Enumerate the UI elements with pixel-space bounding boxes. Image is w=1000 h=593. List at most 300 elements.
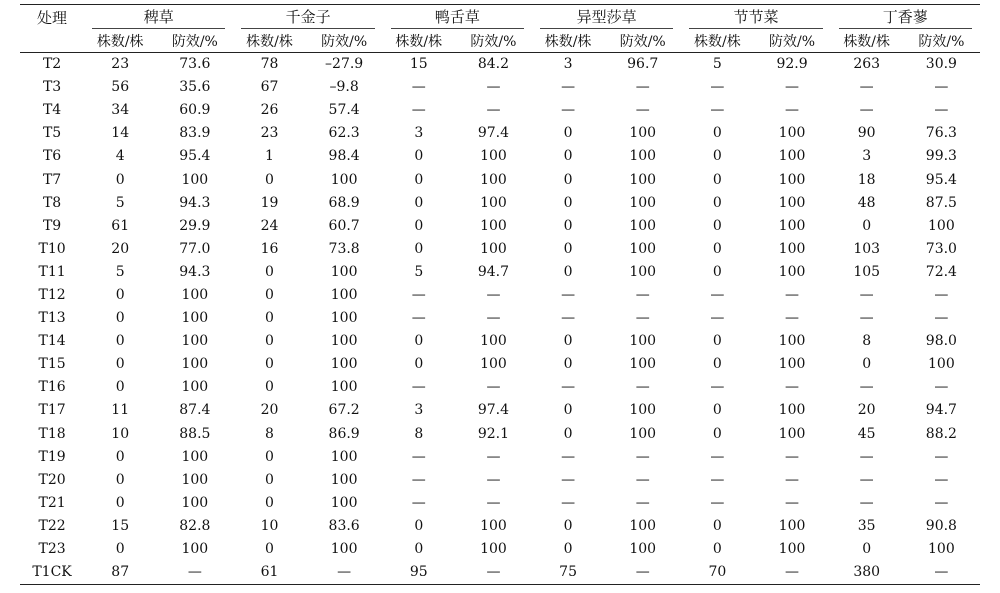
cell-count: 0 — [563, 425, 573, 442]
row-label: T23 — [38, 541, 66, 558]
cell-efficacy: 30.9 — [925, 56, 957, 73]
cell-efficacy: 95.4 — [925, 171, 957, 188]
cell-count: 0 — [115, 379, 125, 396]
cell-efficacy: 100 — [480, 333, 507, 350]
cell-count: 0 — [563, 125, 573, 142]
cell-efficacy: 84.2 — [477, 56, 510, 73]
group-label: 异型莎草 — [540, 6, 673, 29]
cell-efficacy: 100 — [181, 333, 209, 350]
cell-count: 0 — [712, 194, 722, 211]
cell-efficacy: 100 — [629, 356, 657, 373]
cell-count: 0 — [712, 263, 722, 280]
cell-count: 0 — [712, 541, 722, 558]
cell-efficacy: 100 — [330, 263, 358, 280]
cell-count: 5 — [115, 194, 125, 211]
sub-header-efficacy: 防效/% — [604, 30, 681, 53]
cell-count: 0 — [563, 148, 573, 165]
table-row — [20, 215, 980, 238]
cell-count: 0 — [712, 333, 722, 350]
cell-efficacy: 100 — [629, 194, 657, 211]
cell-count: 3 — [414, 402, 424, 419]
cell-efficacy: 100 — [778, 194, 806, 211]
cell-efficacy: — — [785, 102, 800, 119]
cell-count: 0 — [265, 333, 274, 350]
cell-count: 3 — [414, 125, 424, 142]
sub-header-efficacy: 防效/% — [455, 30, 532, 53]
cell-efficacy: 100 — [330, 541, 358, 558]
cell-efficacy: 100 — [330, 379, 358, 396]
cell-efficacy: 87.4 — [179, 402, 211, 419]
corner-blank — [20, 30, 84, 53]
cell-efficacy: — — [934, 102, 949, 119]
cell-count: 78 — [260, 56, 279, 73]
cell-efficacy: 35.6 — [179, 79, 211, 96]
cell-count: 61 — [233, 561, 305, 585]
row-label: T12 — [38, 286, 66, 303]
cell-efficacy: 100 — [928, 541, 955, 558]
cell-count: 105 — [853, 263, 881, 280]
cell-count: — — [561, 102, 576, 119]
cell-efficacy: 100 — [778, 402, 806, 419]
cell-efficacy: 94.7 — [925, 402, 957, 419]
group-header — [84, 5, 233, 31]
cell-count: 5 — [115, 263, 125, 280]
cell-efficacy: — — [934, 310, 949, 327]
cell-efficacy: — — [635, 79, 650, 96]
table-row — [20, 423, 980, 446]
cell-efficacy: 100 — [330, 310, 358, 327]
cell-efficacy: — — [785, 286, 800, 303]
row-label: T5 — [42, 125, 62, 142]
cell-efficacy: 95.4 — [179, 148, 211, 165]
cell-efficacy: 86.9 — [328, 425, 360, 442]
cell-efficacy: 100 — [778, 240, 806, 257]
cell-efficacy: — — [635, 379, 650, 396]
cell-count: 5 — [712, 56, 722, 73]
cell-efficacy: — — [486, 102, 501, 119]
cell-efficacy: 100 — [330, 286, 358, 303]
cell-count: 0 — [265, 286, 274, 303]
row-label: T20 — [38, 471, 66, 488]
cell-count: 15 — [409, 56, 428, 73]
cell-count: 0 — [563, 333, 573, 350]
cell-efficacy: 100 — [480, 217, 507, 234]
cell-count: — — [859, 79, 874, 96]
cell-count: 67 — [260, 79, 279, 96]
cell-efficacy: — — [306, 561, 383, 585]
cell-efficacy: — — [486, 448, 501, 465]
cell-efficacy: 60.9 — [179, 102, 211, 119]
cell-count: 45 — [857, 425, 876, 442]
row-label: T15 — [38, 356, 66, 373]
cell-count: — — [411, 79, 426, 96]
header-row-groups — [20, 5, 980, 31]
cell-efficacy: 100 — [629, 333, 657, 350]
cell-count: — — [411, 310, 426, 327]
cell-count: 14 — [111, 125, 130, 142]
cell-efficacy: 88.5 — [179, 425, 211, 442]
sub-header-efficacy: 防效/% — [903, 30, 980, 53]
group-label: 节节菜 — [689, 6, 822, 29]
cell-efficacy: — — [486, 79, 501, 96]
cell-efficacy: 77.0 — [179, 240, 211, 257]
row-label: T17 — [38, 402, 66, 419]
cell-count: — — [710, 471, 725, 488]
cell-count: 0 — [414, 194, 424, 211]
cell-efficacy: 100 — [778, 125, 806, 142]
cell-efficacy: 100 — [778, 517, 806, 534]
cell-efficacy: 100 — [778, 541, 806, 558]
cell-count: 0 — [115, 471, 125, 488]
cell-count: — — [561, 379, 576, 396]
cell-count: 87 — [84, 561, 156, 585]
cell-efficacy: 100 — [778, 333, 806, 350]
cell-efficacy: 82.8 — [179, 517, 211, 534]
cell-count: — — [710, 310, 725, 327]
cell-efficacy: 100 — [181, 379, 209, 396]
cell-count: 103 — [853, 240, 881, 257]
cell-efficacy: 62.3 — [328, 125, 360, 142]
table-row — [20, 284, 980, 307]
table-row — [20, 122, 980, 145]
cell-count: 4 — [115, 148, 125, 165]
cell-count: 0 — [563, 356, 573, 373]
cell-count: — — [859, 286, 874, 303]
cell-count: 0 — [712, 356, 722, 373]
cell-efficacy: 100 — [181, 356, 209, 373]
cell-efficacy: — — [156, 561, 233, 585]
cell-efficacy: 76.3 — [925, 125, 957, 142]
cell-efficacy: — — [455, 561, 532, 585]
cell-efficacy: 88.2 — [925, 425, 957, 442]
cell-count: 75 — [532, 561, 604, 585]
sub-header-efficacy: 防效/% — [156, 30, 233, 53]
cell-efficacy: 73.8 — [328, 240, 360, 257]
cell-efficacy: 100 — [181, 286, 209, 303]
table-row — [20, 145, 980, 168]
table-header — [20, 5, 980, 53]
cell-efficacy: 57.4 — [328, 102, 360, 119]
cell-count: — — [710, 379, 725, 396]
cell-efficacy: 98.0 — [925, 333, 957, 350]
row-label: T3 — [42, 79, 62, 96]
cell-count: 15 — [111, 517, 130, 534]
cell-count: 8 — [265, 425, 274, 442]
cell-count: 18 — [857, 171, 876, 188]
table-body — [20, 53, 980, 585]
cell-efficacy: — — [486, 494, 501, 511]
cell-count: 0 — [115, 171, 125, 188]
row-label: T1CK — [20, 561, 84, 585]
cell-count: 20 — [857, 402, 876, 419]
cell-efficacy: 100 — [480, 171, 507, 188]
cell-efficacy: — — [934, 494, 949, 511]
cell-efficacy: — — [486, 471, 501, 488]
group-label: 丁香蓼 — [839, 6, 972, 29]
cell-count: 0 — [265, 471, 274, 488]
cell-efficacy: 96.7 — [627, 56, 659, 73]
cell-efficacy: 100 — [778, 148, 806, 165]
table-row — [20, 376, 980, 399]
cell-efficacy: 100 — [778, 263, 806, 280]
cell-efficacy: 100 — [928, 217, 955, 234]
cell-count: 0 — [414, 541, 424, 558]
cell-count: — — [561, 79, 576, 96]
cell-efficacy: 100 — [778, 171, 806, 188]
cell-efficacy: 100 — [480, 240, 507, 257]
cell-count: 0 — [115, 448, 125, 465]
cell-count: 56 — [111, 79, 130, 96]
row-label: T2 — [42, 56, 62, 73]
cell-count: 0 — [115, 356, 125, 373]
group-label: 稗草 — [92, 6, 225, 29]
cell-count: 8 — [862, 333, 872, 350]
cell-efficacy: 100 — [629, 171, 657, 188]
cell-efficacy: 100 — [181, 171, 209, 188]
cell-efficacy: — — [785, 379, 800, 396]
cell-efficacy: 100 — [330, 333, 358, 350]
cell-efficacy: 94.7 — [477, 263, 510, 280]
cell-count: 70 — [681, 561, 753, 585]
cell-efficacy: –9.8 — [329, 79, 359, 96]
cell-count: 23 — [111, 56, 130, 73]
cell-efficacy: — — [934, 286, 949, 303]
cell-count: 1 — [265, 148, 274, 165]
cell-count: 34 — [111, 102, 130, 119]
cell-count: 0 — [712, 148, 722, 165]
sub-header-count: 株数/株 — [84, 30, 156, 53]
cell-efficacy: — — [785, 79, 800, 96]
cell-count: 0 — [414, 333, 424, 350]
group-header — [383, 5, 532, 31]
cell-count: — — [561, 471, 576, 488]
cell-efficacy: 100 — [629, 517, 657, 534]
cell-efficacy: 92.1 — [477, 425, 510, 442]
cell-efficacy: 72.4 — [925, 263, 957, 280]
cell-efficacy: — — [635, 494, 650, 511]
cell-efficacy: 83.6 — [328, 517, 360, 534]
cell-efficacy: 100 — [330, 471, 358, 488]
cell-count: 24 — [260, 217, 279, 234]
table-row — [20, 238, 980, 261]
cell-efficacy: 100 — [480, 356, 507, 373]
cell-count: 263 — [853, 56, 881, 73]
cell-efficacy: –27.9 — [325, 56, 364, 73]
cell-count: — — [411, 448, 426, 465]
cell-efficacy: — — [934, 448, 949, 465]
group-header — [532, 5, 681, 31]
cell-count: 0 — [712, 517, 722, 534]
cell-efficacy: — — [635, 448, 650, 465]
cell-count: 0 — [414, 217, 424, 234]
sub-header-count: 株数/株 — [831, 30, 903, 53]
table-row — [20, 492, 980, 515]
cell-count: 5 — [414, 263, 424, 280]
cell-efficacy: 68.9 — [328, 194, 360, 211]
cell-count: 35 — [857, 517, 876, 534]
cell-efficacy: 94.3 — [179, 263, 211, 280]
cell-count: 95 — [383, 561, 455, 585]
cell-efficacy: 97.4 — [477, 125, 510, 142]
cell-efficacy: 100 — [330, 171, 358, 188]
table-row — [20, 538, 980, 561]
cell-count: 0 — [265, 448, 274, 465]
cell-efficacy: 73.0 — [925, 240, 957, 257]
table-row — [20, 399, 980, 422]
cell-count: 0 — [712, 425, 722, 442]
cell-count: 19 — [260, 194, 279, 211]
cell-count: 20 — [260, 402, 279, 419]
cell-count: 10 — [260, 517, 279, 534]
group-label: 千金子 — [241, 6, 374, 29]
cell-efficacy: 87.5 — [925, 194, 957, 211]
cell-efficacy: 100 — [629, 541, 657, 558]
cell-efficacy: 83.9 — [179, 125, 211, 142]
table-row — [20, 561, 980, 585]
sub-header-count: 株数/株 — [681, 30, 753, 53]
cell-count: 0 — [712, 217, 722, 234]
table-row — [20, 76, 980, 99]
cell-count: 26 — [260, 102, 279, 119]
cell-count: 0 — [414, 148, 424, 165]
cell-efficacy: 100 — [181, 471, 209, 488]
cell-efficacy: — — [785, 471, 800, 488]
cell-count: 0 — [862, 356, 872, 373]
cell-count: 0 — [265, 356, 274, 373]
cell-efficacy: 100 — [181, 448, 209, 465]
row-label: T14 — [38, 333, 66, 350]
cell-efficacy: 100 — [629, 125, 657, 142]
cell-efficacy: — — [753, 561, 830, 585]
cell-count: — — [859, 102, 874, 119]
cell-count: 0 — [265, 263, 274, 280]
cell-efficacy: 67.2 — [328, 402, 360, 419]
cell-efficacy: 98.4 — [328, 148, 360, 165]
cell-efficacy: — — [635, 286, 650, 303]
cell-efficacy: 100 — [330, 356, 358, 373]
cell-count: — — [710, 494, 725, 511]
sub-header-count: 株数/株 — [532, 30, 604, 53]
row-label: T16 — [38, 379, 66, 396]
cell-efficacy: 60.7 — [328, 217, 360, 234]
cell-count: — — [710, 286, 725, 303]
corner-label: 处理 — [20, 5, 84, 31]
cell-count: 0 — [115, 333, 125, 350]
cell-count: 48 — [857, 194, 876, 211]
cell-efficacy: — — [934, 471, 949, 488]
cell-count: 0 — [563, 171, 573, 188]
cell-count: 0 — [115, 310, 125, 327]
cell-efficacy: — — [486, 310, 501, 327]
cell-efficacy: 100 — [629, 263, 657, 280]
cell-count: 0 — [563, 541, 573, 558]
table-row — [20, 261, 980, 284]
cell-count: 90 — [857, 125, 876, 142]
cell-count: — — [411, 494, 426, 511]
cell-count: 0 — [414, 356, 424, 373]
cell-efficacy: 100 — [181, 494, 209, 511]
table-row — [20, 353, 980, 376]
cell-count: — — [561, 448, 576, 465]
cell-count: 0 — [115, 541, 125, 558]
sub-header-efficacy: 防效/% — [753, 30, 830, 53]
cell-efficacy: 100 — [629, 217, 657, 234]
cell-efficacy: — — [635, 310, 650, 327]
cell-efficacy: 100 — [629, 148, 657, 165]
cell-efficacy: 94.3 — [179, 194, 211, 211]
table-row — [20, 168, 980, 191]
cell-count: 0 — [414, 517, 424, 534]
cell-count: — — [411, 286, 426, 303]
table-row — [20, 330, 980, 353]
cell-count: — — [411, 102, 426, 119]
cell-efficacy: — — [903, 561, 980, 585]
group-label: 鸭舌草 — [391, 6, 524, 29]
cell-efficacy: 100 — [778, 425, 806, 442]
cell-count: 0 — [712, 240, 722, 257]
row-label: T22 — [38, 517, 66, 534]
cell-count: 0 — [563, 217, 573, 234]
cell-count: 0 — [712, 402, 722, 419]
cell-efficacy: 99.3 — [925, 148, 957, 165]
cell-count: 0 — [862, 217, 872, 234]
cell-efficacy: 100 — [330, 448, 358, 465]
row-label: T18 — [38, 425, 66, 442]
sub-header-count: 株数/株 — [383, 30, 455, 53]
table-row — [20, 192, 980, 215]
cell-count: — — [561, 310, 576, 327]
table-row — [20, 99, 980, 122]
cell-efficacy: 100 — [480, 194, 507, 211]
cell-efficacy: — — [604, 561, 681, 585]
row-label: T7 — [42, 171, 62, 188]
cell-efficacy: 97.4 — [477, 402, 510, 419]
cell-count: 0 — [265, 379, 274, 396]
cell-count: 0 — [414, 240, 424, 257]
row-label: T9 — [42, 217, 62, 234]
cell-count: 0 — [563, 402, 573, 419]
cell-count: 20 — [111, 240, 130, 257]
cell-efficacy: — — [785, 448, 800, 465]
table-row — [20, 53, 980, 77]
cell-count: 8 — [414, 425, 424, 442]
row-label: T13 — [38, 310, 66, 327]
cell-efficacy: — — [486, 379, 501, 396]
cell-efficacy: 29.9 — [179, 217, 211, 234]
cell-count: — — [859, 379, 874, 396]
cell-efficacy: — — [934, 79, 949, 96]
cell-efficacy: 100 — [181, 541, 209, 558]
cell-count: 0 — [862, 541, 872, 558]
cell-count: 0 — [265, 310, 274, 327]
cell-count: — — [561, 286, 576, 303]
cell-efficacy: — — [785, 494, 800, 511]
cell-efficacy: 100 — [629, 240, 657, 257]
cell-count: — — [710, 79, 725, 96]
cell-count: — — [411, 379, 426, 396]
cell-efficacy: 100 — [480, 541, 507, 558]
group-header — [681, 5, 830, 31]
cell-count: 0 — [712, 125, 722, 142]
table-row — [20, 469, 980, 492]
sub-header-count: 株数/株 — [233, 30, 305, 53]
cell-count: 3 — [563, 56, 573, 73]
cell-efficacy: 100 — [778, 217, 806, 234]
cell-count: 10 — [111, 425, 130, 442]
cell-efficacy: 100 — [330, 494, 358, 511]
cell-count: 0 — [115, 286, 125, 303]
row-label: T19 — [38, 448, 66, 465]
